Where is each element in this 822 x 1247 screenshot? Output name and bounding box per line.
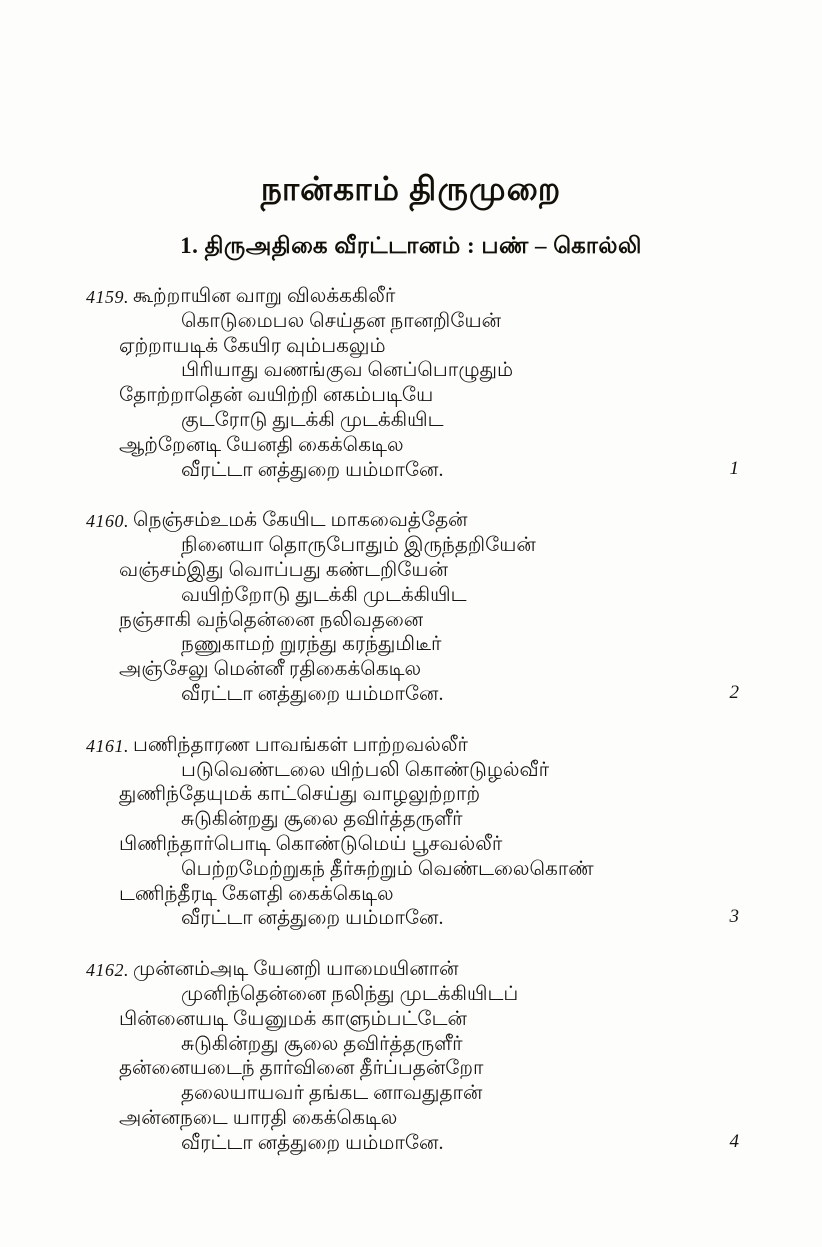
- verse-line: முனிந்தென்னை நலிந்து முடக்கியிடப்: [181, 982, 519, 1005]
- verse-index: 3: [729, 906, 739, 928]
- verse-line: அஞ்சேலு மென்னீ ரதிகைக்கெடில: [119, 658, 422, 681]
- verse-line: சுடுகின்றது சூலை தவிர்த்தருளீர்: [181, 808, 463, 831]
- verse-line: துணிந்தேயுமக் காட்செய்து வாழலுற்றாற்: [119, 783, 481, 806]
- verse-number: 4161.: [86, 735, 129, 756]
- verse-line: வீரட்டா னத்துறை யம்மானே.: [181, 682, 444, 705]
- verse: [0, 284, 822, 482]
- verse-line: சுடுகின்றது சூலை தவிர்த்தருளீர்: [181, 1032, 463, 1055]
- verse-number: 4160.: [86, 511, 129, 532]
- verses-block: [0, 284, 822, 1156]
- verse-line: பின்னையடி யேனுமக் காளும்பட்டேன்: [119, 1007, 467, 1030]
- verse-line: வீரட்டா னத்துறை யம்மானே.: [181, 1131, 444, 1154]
- verse-line: ஆற்றேனடி யேனதி கைக்கெடில: [119, 433, 404, 456]
- verse-line: குடரோடு துடக்கி முடக்கியிட: [181, 408, 444, 431]
- verse-index: 4: [729, 1130, 739, 1152]
- verse-line: முன்னம்அடி யேனறி யாமையினான்: [133, 958, 459, 981]
- verse-line: அன்னநடை யாரதி கைக்கெடில: [119, 1106, 398, 1129]
- verse-index: 1: [729, 457, 739, 479]
- verse-line: நணுகாமற் றுரந்து கரந்துமிடீர்: [181, 633, 442, 656]
- verse-line: கூற்றாயின வாறு விலக்ககிலீர்: [133, 285, 396, 307]
- verse-number: 4162.: [86, 960, 129, 981]
- verse-line: வீரட்டா னத்துறை யம்மானே.: [181, 458, 444, 481]
- verse: [0, 733, 822, 931]
- verse-line: தன்னையடைந் தார்வினை தீர்ப்பதன்றோ: [119, 1057, 484, 1080]
- verse-line: தலையாயவர் தங்கட னாவதுதான்: [181, 1082, 483, 1105]
- verse: [0, 957, 822, 1155]
- verse-line: படுவெண்டலை யிற்பலி கொண்டுழல்வீர்: [181, 758, 550, 781]
- verse: [0, 508, 822, 706]
- page-title: நான்காம் திருமுறை: [260, 172, 562, 208]
- verse-line: நெஞ்சம்உமக் கேயிட மாகவைத்தேன்: [133, 509, 468, 532]
- verse-line: பெற்றமேற்றுகந் தீர்சுற்றும் வெண்டலைகொண்: [181, 857, 594, 880]
- verse-line: நஞ்சாகி வந்தென்னை நலிவதனை: [119, 608, 424, 631]
- verse-number: 4159.: [86, 287, 129, 307]
- verse-line: நினையா தொருபோதும் இருந்தறியேன்: [181, 534, 536, 557]
- verse-line: வஞ்சம்இது வொப்பது கண்டறியேன்: [119, 558, 448, 581]
- verse-line: ஏற்றாயடிக் கேயிர வும்பகலும்: [119, 334, 386, 357]
- verse-index: 2: [729, 681, 739, 703]
- verse-line: பணிந்தாரண பாவங்கள் பாற்றவல்லீர்: [133, 733, 468, 756]
- verse-line: டணிந்தீரடி கேளதி கைக்கெடில: [119, 882, 394, 905]
- verse-line: பிணிந்தார்பொடி கொண்டுமெய் பூசவல்லீர்: [119, 832, 503, 855]
- verse-line: வயிற்றோடு துடக்கி முடக்கியிட: [181, 583, 467, 606]
- verse-line: கொடுமைபல செய்தன நானறியேன்: [181, 309, 501, 332]
- verse-line: வீரட்டா னத்துறை யம்மானே.: [181, 907, 444, 930]
- verse-line: பிரியாது வணங்குவ னெப்பொழுதும்: [181, 359, 514, 382]
- verse-line: தோற்றாதென் வயிற்றி னகம்படியே: [119, 384, 434, 407]
- section-heading: 1. திருஅதிகை வீரட்டானம் : பண் – கொல்லி: [180, 233, 642, 258]
